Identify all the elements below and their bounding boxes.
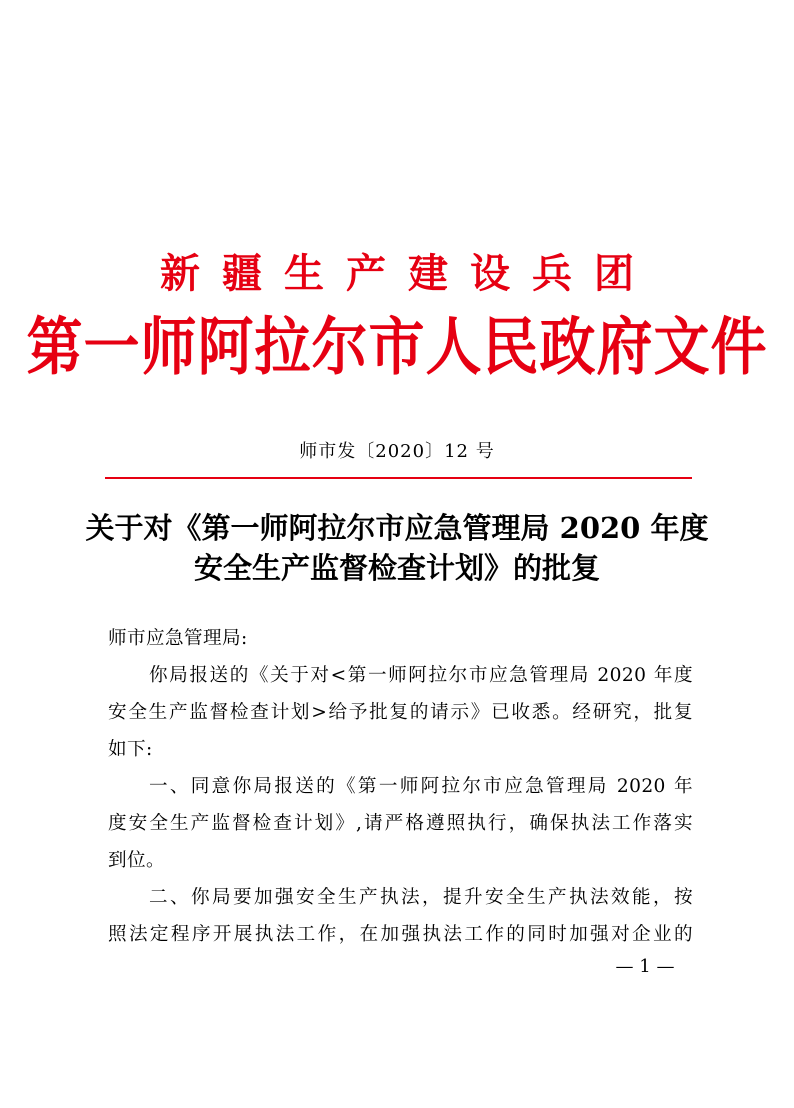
- body-line: 安全生产监督检查计划>给予批复的请示》已收悉。经研究，批复: [108, 702, 693, 723]
- body-line: 照法定程序开展执法工作，在加强执法工作的同时加强对企业的: [108, 924, 693, 945]
- title-line-2: 安全生产监督检查计划》的批复: [193, 551, 600, 585]
- document-title: [80, 508, 714, 588]
- document-number: 师市发〔2020〕12 号: [299, 441, 495, 462]
- body-line: 如下:: [108, 739, 153, 760]
- body-line: 你局报送的《关于对<第一师阿拉尔市应急管理局 2020 年度: [149, 665, 693, 686]
- body-line: 到位。: [108, 850, 165, 871]
- red-divider-line: [105, 477, 692, 479]
- body-line: 度安全生产监督检查计划》,请严格遵照执行，确保执法工作落实: [108, 813, 693, 834]
- salutation: 师市应急管理局:: [108, 628, 248, 649]
- document-type-header: 第一师阿拉尔市人民政府文件: [26, 310, 768, 385]
- issuing-org-header: 新疆生产建设兵团: [160, 250, 656, 297]
- body-line: 一、同意你局报送的《第一师阿拉尔市应急管理局 2020 年: [149, 776, 693, 797]
- title-line-1: 关于对《第一师阿拉尔市应急管理局 2020 年度: [85, 511, 709, 545]
- document-body: [108, 620, 693, 953]
- body-line: 二、你局要加强安全生产执法，提升安全生产执法效能，按: [149, 887, 693, 908]
- page-number: — 1 —: [615, 956, 675, 977]
